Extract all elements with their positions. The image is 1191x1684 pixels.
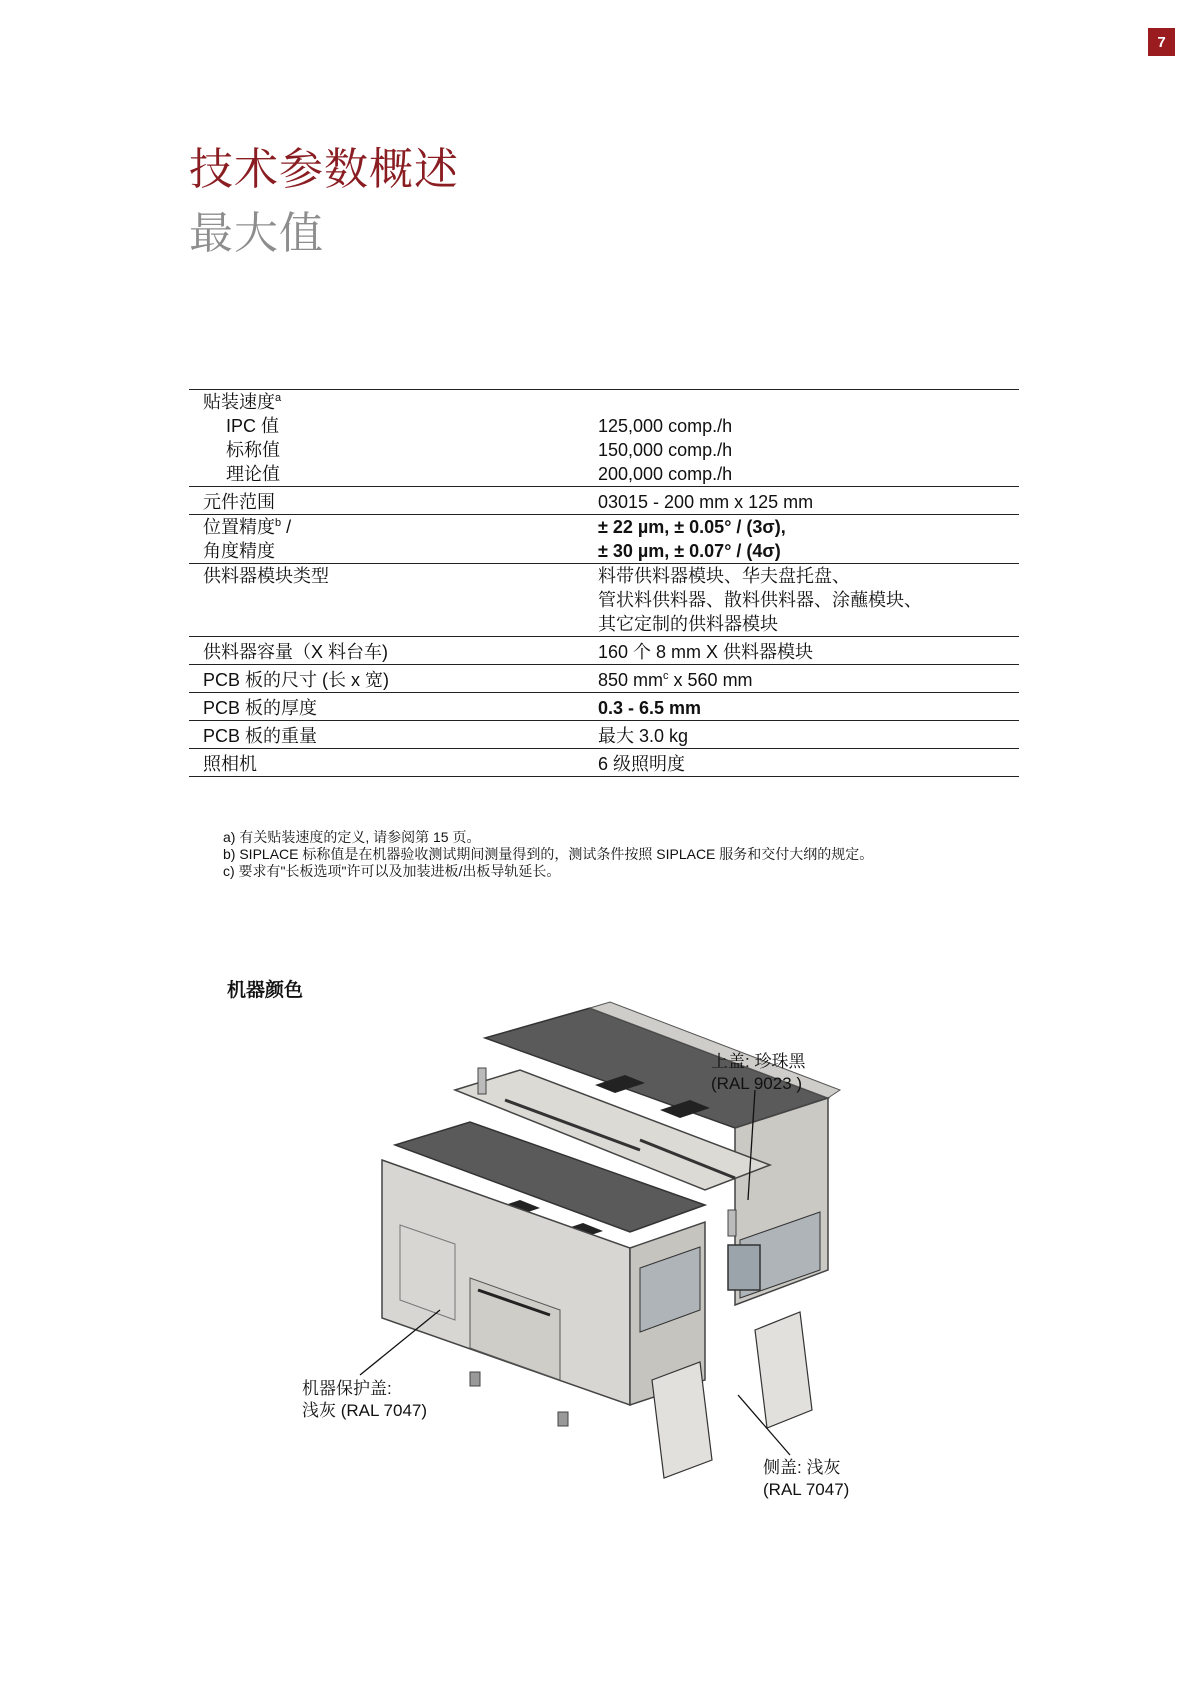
callout-top-cover: [711, 1051, 805, 1095]
speed-label: 贴装速度: [203, 392, 275, 412]
footnote-ref-c: c: [663, 670, 669, 682]
range-value: 03015 - 200 mm x 125 mm: [598, 492, 814, 512]
pcb-size-length: 850 mm: [598, 670, 664, 690]
callout-side-cover-line-1: 侧盖: 浅灰: [763, 1458, 841, 1477]
range-label: 元件范围: [203, 492, 275, 512]
callout-protective-cover-line-1: 机器保护盖:: [302, 1379, 392, 1398]
pcb-size-label: PCB 板的尺寸 (长 x 宽): [203, 670, 390, 690]
pos-value: ± 22 µm, ± 0.05° / (3σ),: [598, 517, 786, 537]
callout-side-cover-line-2: (RAL 7047): [763, 1480, 850, 1499]
machine-colors-heading: 机器颜色: [227, 980, 304, 1001]
footnote-ref-b: b: [275, 517, 282, 529]
footnote-b: b) SIPLACE 标称值是在机器验收测试期间测量得到的，测试条件按照 SIPLACE 服务和交付大纲的规定。: [223, 846, 874, 862]
feeder-type-line-3: 其它定制的供料器模块: [598, 614, 778, 634]
page-subtitle: 最大值: [189, 208, 324, 259]
capacity-label: 供料器容量（X 料台车): [203, 642, 389, 662]
angle-value: ± 30 µm, ± 0.07° / (4σ): [598, 541, 781, 561]
pcb-thickness-value: 0.3 - 6.5 mm: [598, 698, 702, 718]
footnote-a: a) 有关贴装速度的定义, 请参阅第 15 页。: [223, 829, 481, 845]
feeder-type-line-2: 管状料供料器、散料供料器、涂蘸模块、: [598, 590, 922, 610]
callout-side-cover: [763, 1457, 849, 1501]
theory-value: 200,000 comp./h: [598, 464, 733, 484]
pos-label: 位置精度: [203, 517, 275, 537]
feeder-type-line-1: 料带供料器模块、华夫盘托盘、: [598, 566, 850, 586]
ipc-value: 125,000 comp./h: [598, 416, 733, 436]
callout-top-cover-line-2: (RAL 9023 ): [711, 1074, 803, 1093]
callout-protective-cover-line-2: 浅灰 (RAL 7047): [302, 1401, 428, 1420]
pos-slash: /: [281, 517, 292, 537]
theory-label: 理论值: [226, 464, 280, 484]
footnote-ref-a: a: [275, 392, 282, 404]
page-title: 技术参数概述: [189, 144, 459, 195]
camera-value: 6 级照明度: [598, 754, 686, 774]
pcb-weight-label: PCB 板的重量: [203, 726, 318, 746]
nominal-label: 标称值: [226, 440, 280, 460]
pcb-weight-value: 最大 3.0 kg: [598, 726, 689, 746]
feeder-type-label: 供料器模块类型: [203, 566, 329, 586]
capacity-value: 160 个 8 mm X 供料器模块: [598, 642, 814, 662]
callout-protective-cover: [302, 1378, 427, 1422]
angle-label: 角度精度: [203, 541, 275, 561]
footnote-c: c) 要求有"长板选项"许可以及加装进板/出板导轨延长。: [223, 863, 561, 879]
ipc-label: IPC 值: [226, 416, 280, 436]
pcb-thickness-label: PCB 板的厚度: [203, 698, 318, 718]
nominal-value: 150,000 comp./h: [598, 440, 733, 460]
callout-top-cover-line-1: 上盖: 珍珠黑: [711, 1052, 806, 1071]
camera-label: 照相机: [203, 754, 257, 774]
pcb-size-width: x 560 mm: [668, 670, 753, 690]
page-number: 7: [1148, 28, 1175, 56]
